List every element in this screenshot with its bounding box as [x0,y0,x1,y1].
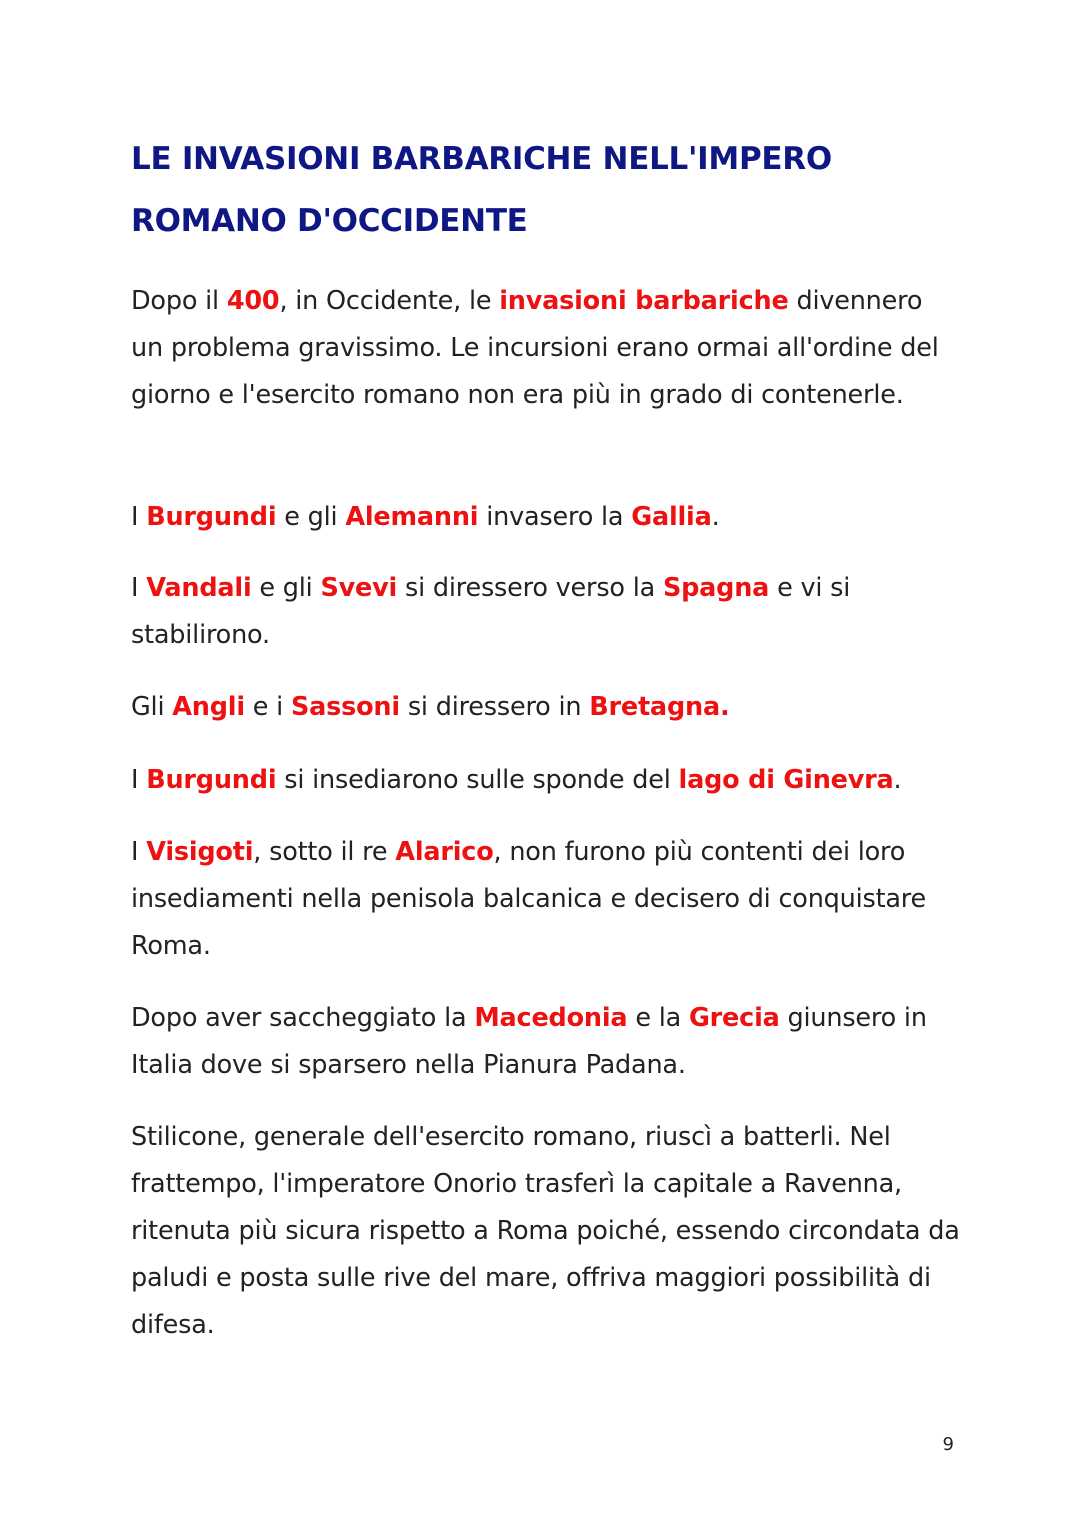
highlight-alarico: Alarico [395,837,494,867]
paragraph-visigoti [131,829,961,970]
text-segment: divennero un problema gravissimo. Le incursioni erano ormai all'ordine del giorno e l'esercito romano non era più in grado di contenerle. [131,286,939,410]
highlight-sassoni: Sassoni [290,692,400,722]
text-segment: invasero la [478,502,632,532]
paragraph-gallia [131,494,961,541]
text-segment: Dopo il [131,286,227,316]
text-segment: Stilicone, generale dell'esercito romano, riuscì a batterli. Nel frattempo, l'imperatore Onorio trasferì la capitale a Ravenna, ritenuta più sicura rispetto a Roma poiché, essendo circondata da paludi e posta sulle rive del mare, offriva maggiori possibilità di difesa. [131,1122,960,1340]
highlight-vandali: Vandali [146,573,252,603]
paragraph-stilicone [131,1114,961,1349]
text-segment: , in Occidente, le [279,286,500,316]
highlight-alemanni: Alemanni [345,502,479,532]
text-segment: I [131,837,147,867]
text-segment: . [711,502,720,532]
text-segment: . [893,765,902,795]
text-segment: e vi si stabilirono. [131,573,851,650]
paragraph-ginevra [131,757,961,804]
text-segment: Gli [131,692,173,722]
paragraph-intro [131,278,961,419]
highlight-invasioni-barbariche: invasioni barbariche [499,286,789,316]
page-title: LE INVASIONI BARBARICHE NELL'IMPERO ROMANO D'OCCIDENTE [131,141,832,239]
highlight-macedonia: Macedonia [474,1003,628,1033]
text-segment: giunsero in Italia dove si sparsero nella Pianura Padana. [131,1003,927,1080]
paragraph-spagna [131,565,961,659]
highlight-burgundi: Burgundi [146,765,277,795]
text-segment: e i [244,692,291,722]
text-segment: e la [627,1003,689,1033]
highlight-lago-di-ginevra: lago di Ginevra [678,765,894,795]
text-segment: e gli [276,502,346,532]
text-segment: Dopo aver saccheggiato la [131,1003,475,1033]
page-number: 9 [942,1434,954,1455]
text-segment: I [131,573,147,603]
highlight-visigoti: Visigoti [146,837,254,867]
highlight-gallia: Gallia [631,502,712,532]
highlight-bretagna: Bretagna. [589,692,730,722]
paragraph-bretagna [131,684,961,731]
highlight-svevi: Svevi [320,573,398,603]
text-segment: si diressero verso la [397,573,663,603]
paragraph-macedonia [131,995,961,1089]
text-segment: I [131,765,147,795]
text-segment: , non furono più contenti dei loro insediamenti nella penisola balcanica e decisero di conquistare Roma. [131,837,927,961]
text-segment: e gli [251,573,321,603]
text-segment: I [131,502,147,532]
highlight-grecia: Grecia [688,1003,780,1033]
text-segment: si diressero in [399,692,590,722]
highlight-spagna: Spagna [662,573,770,603]
text-segment: , sotto il re [253,837,396,867]
highlight-angli: Angli [172,692,245,722]
text-segment: si insediarono sulle sponde del [276,765,679,795]
highlight-burgundi: Burgundi [146,502,277,532]
highlight-year-400: 400 [226,286,280,316]
